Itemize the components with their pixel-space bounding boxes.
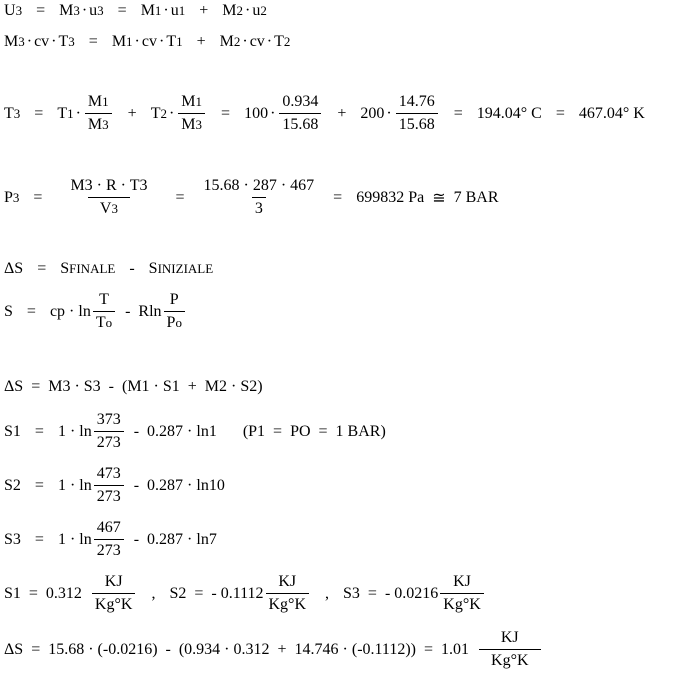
- subscript: 3: [111, 201, 118, 216]
- symbol-cv: cv: [141, 33, 157, 50]
- term-rln: - 0.287 · ln10: [133, 476, 225, 494]
- denominator: Kg°K: [92, 593, 136, 614]
- equals-sign: =: [34, 422, 44, 440]
- symbol-t2: T: [150, 104, 161, 122]
- denominator: M: [181, 116, 196, 133]
- value-s1: S1 = 0.312: [4, 584, 82, 602]
- equals-sign: =: [221, 104, 231, 122]
- numerator: 467: [96, 519, 121, 536]
- term-ln: 1 · ln: [57, 476, 92, 494]
- fraction-467-273: [94, 519, 124, 560]
- denominator: Kg°K: [266, 593, 310, 614]
- label-finale: FINALE: [69, 261, 116, 276]
- fraction-1476: [396, 93, 438, 134]
- denominator: 15.68: [396, 113, 438, 134]
- result-bar: 7 BAR: [453, 188, 499, 206]
- numerator: 473: [96, 465, 121, 482]
- equals-sign: =: [36, 2, 46, 19]
- subscript: 3: [195, 117, 203, 132]
- equals-sign: =: [34, 476, 44, 494]
- denominator: 273: [94, 431, 124, 452]
- label-iniziale: INIZIALE: [157, 261, 214, 276]
- denominator: 3: [252, 197, 266, 218]
- denominator: V: [99, 200, 112, 217]
- subscript: 3: [97, 3, 104, 18]
- numerator: KJ: [104, 573, 123, 590]
- numerator: M: [87, 93, 103, 110]
- numerator: KJ: [453, 573, 471, 590]
- equation-entropy-formula: [4, 291, 187, 332]
- equation-s2: [4, 465, 225, 506]
- equation-internal-energy: U 3 = M 3 · u 3 = M 1 · u 1 + M 2 · u 2: [4, 2, 267, 19]
- subscript: o: [175, 315, 182, 330]
- fraction-m1-m3: [178, 93, 205, 134]
- denominator: Kg°K: [479, 649, 541, 670]
- denominator: 273: [94, 485, 124, 506]
- symbol-m3: M: [4, 33, 19, 50]
- symbol-m1: M: [140, 2, 155, 19]
- symbol-u2: u: [252, 2, 261, 19]
- symbol-t3: T: [58, 33, 69, 50]
- symbol-s: S: [60, 260, 70, 277]
- subscript: 2: [160, 105, 167, 121]
- numerator: 373: [96, 411, 121, 428]
- fraction-0934: [279, 93, 321, 134]
- symbol-cv: cv: [34, 33, 50, 50]
- equals-sign: =: [26, 302, 36, 320]
- subscript: 1: [195, 94, 203, 109]
- denominator: 15.68: [279, 113, 321, 134]
- symbol-s2: S2: [4, 476, 21, 494]
- subscript: 1: [102, 94, 109, 109]
- minus-sign: -: [125, 302, 131, 320]
- symbol-m1: M: [111, 33, 127, 50]
- plus-sign: +: [196, 33, 206, 50]
- fraction-m3rt3-v3: [58, 177, 159, 218]
- equation-entropy-change-def: [4, 260, 213, 278]
- plus-sign: +: [337, 104, 347, 122]
- comma: ,: [151, 584, 156, 602]
- equation-entropy-result: [4, 629, 543, 670]
- denominator: Kg°K: [440, 593, 484, 614]
- equals-sign: =: [34, 530, 44, 548]
- numerator: KJ: [278, 573, 297, 590]
- symbol-s: S: [4, 302, 13, 320]
- symbol-t1: T: [57, 104, 68, 122]
- unit-kj-kgk: [440, 573, 484, 614]
- subscript: 2: [260, 3, 267, 18]
- plus-sign: +: [199, 2, 209, 19]
- symbol-m3: M: [59, 2, 74, 19]
- symbol-s: S: [148, 260, 158, 277]
- equation-s3: [4, 519, 217, 560]
- subscript: 3: [12, 189, 20, 205]
- fraction-373-273: [94, 411, 124, 452]
- symbol-m2: M: [219, 33, 234, 50]
- numerator: 14.76: [398, 93, 435, 110]
- term-ln: 1 · ln: [57, 530, 92, 548]
- equals-sign: =: [453, 104, 463, 122]
- symbol-t1: T: [166, 33, 177, 50]
- subscript: 2: [236, 3, 244, 18]
- value-200: 200: [360, 104, 385, 122]
- symbol-t2: T: [274, 33, 284, 50]
- symbol-s1: S1: [4, 422, 21, 440]
- symbol-p3: P: [4, 188, 13, 206]
- value-s3: S3 = - 0.0216: [343, 584, 439, 602]
- result-kelvin: 467.04° K: [578, 104, 645, 122]
- term-r-ln: Rln: [138, 302, 162, 320]
- subscript: 3: [73, 3, 80, 18]
- symbol-u3-small: u: [89, 2, 98, 19]
- minus-sign: -: [129, 260, 135, 277]
- unit-kj-kgk: [92, 573, 136, 614]
- result-pascal: 699832 Pa: [356, 188, 425, 206]
- subscript: o: [105, 315, 113, 330]
- fraction-473-273: [94, 465, 124, 506]
- denominator: P: [166, 314, 176, 331]
- symbol-m2: M: [222, 2, 237, 19]
- subscript: 1: [176, 34, 183, 49]
- subscript: 3: [18, 34, 25, 49]
- equation-s1: [4, 411, 386, 452]
- equals-sign: =: [33, 188, 43, 206]
- fraction-t-to: [93, 291, 115, 332]
- subscript: 2: [233, 34, 241, 49]
- symbol-delta-s: ΔS: [4, 260, 24, 277]
- subscript: 1: [154, 3, 162, 18]
- fraction-m1-m3: [85, 93, 112, 134]
- equals-sign: =: [117, 2, 127, 19]
- symbol-u3: U: [4, 2, 16, 19]
- numerator: M3 · R · T3: [70, 177, 148, 194]
- term-ln: 1 · ln: [57, 422, 92, 440]
- denominator: M: [87, 116, 103, 133]
- equals-sign: =: [88, 33, 98, 50]
- denominator: T: [95, 314, 106, 331]
- equation-final-temperature: T 3 = T 1 · $\frac{M1}{M3}$ + T 2 · $\frac{M1}{M3}$ = 100 · $\frac{0.934}{15.68}$ + 200 · $\frac{14.76}{15.68}$ = 194.04° C = 467.04° K: [4, 93, 645, 133]
- value-100: 100: [244, 104, 269, 122]
- numerator: 15.68 · 287 · 467: [203, 177, 315, 194]
- equals-sign: =: [37, 260, 47, 277]
- subscript: 1: [126, 34, 133, 49]
- equals-sign: =: [175, 188, 185, 206]
- note-pressure: (P1 = PO = 1 BAR): [242, 422, 386, 440]
- subscript: 1: [178, 3, 186, 18]
- numerator: 0.934: [282, 93, 319, 110]
- symbol-s3: S3: [4, 530, 21, 548]
- value-s2: S2 = - 0.1112: [169, 584, 264, 602]
- fraction-numeric-pressure: [201, 177, 318, 218]
- symbol-u1: u: [170, 2, 179, 19]
- numerator: P: [169, 291, 179, 308]
- unit-kj-kgk: [266, 573, 310, 614]
- unit-kj-kgk: [479, 629, 541, 670]
- equals-sign: =: [34, 104, 44, 122]
- subscript: 3: [102, 117, 109, 132]
- equation-energy-balance: M 3 · cv · T 3 = M 1 · cv · T 1 + M 2 · cv · T 2: [4, 33, 291, 50]
- subscript: 2: [283, 34, 291, 49]
- numerator: T: [99, 291, 109, 308]
- equation-pressure: [4, 177, 499, 218]
- comma: ,: [325, 584, 330, 602]
- fraction-p-po: [164, 291, 185, 332]
- subscript: 3: [68, 34, 75, 49]
- equation-entropy-values: [4, 573, 486, 614]
- numerator: M: [181, 93, 196, 110]
- equation-entropy-mix: ΔS = M3 · S3 - (M1 · S1 + M2 · S2): [4, 378, 263, 395]
- term-rln: - 0.287 · ln7: [133, 530, 217, 548]
- subscript: 1: [67, 105, 74, 121]
- computation-delta-s: ΔS = 15.68 · (-0.0216) - (0.934 · 0.312 + 14.746 · (-0.1112)) = 1.01: [4, 640, 470, 658]
- denominator: 273: [94, 539, 124, 560]
- equals-sign: =: [333, 188, 343, 206]
- numerator: KJ: [500, 629, 519, 646]
- symbol-cv: cv: [249, 33, 265, 50]
- approx-sign: ≅: [432, 189, 446, 207]
- symbol-t3: T: [4, 104, 14, 122]
- plus-sign: +: [127, 104, 137, 122]
- term-rln: - 0.287 · ln1: [133, 422, 217, 440]
- subscript: 3: [13, 105, 21, 121]
- result-celsius: 194.04° C: [476, 104, 542, 122]
- equals-sign: =: [555, 104, 565, 122]
- term-cp-ln: cp · ln: [49, 302, 91, 320]
- subscript: 3: [15, 3, 23, 18]
